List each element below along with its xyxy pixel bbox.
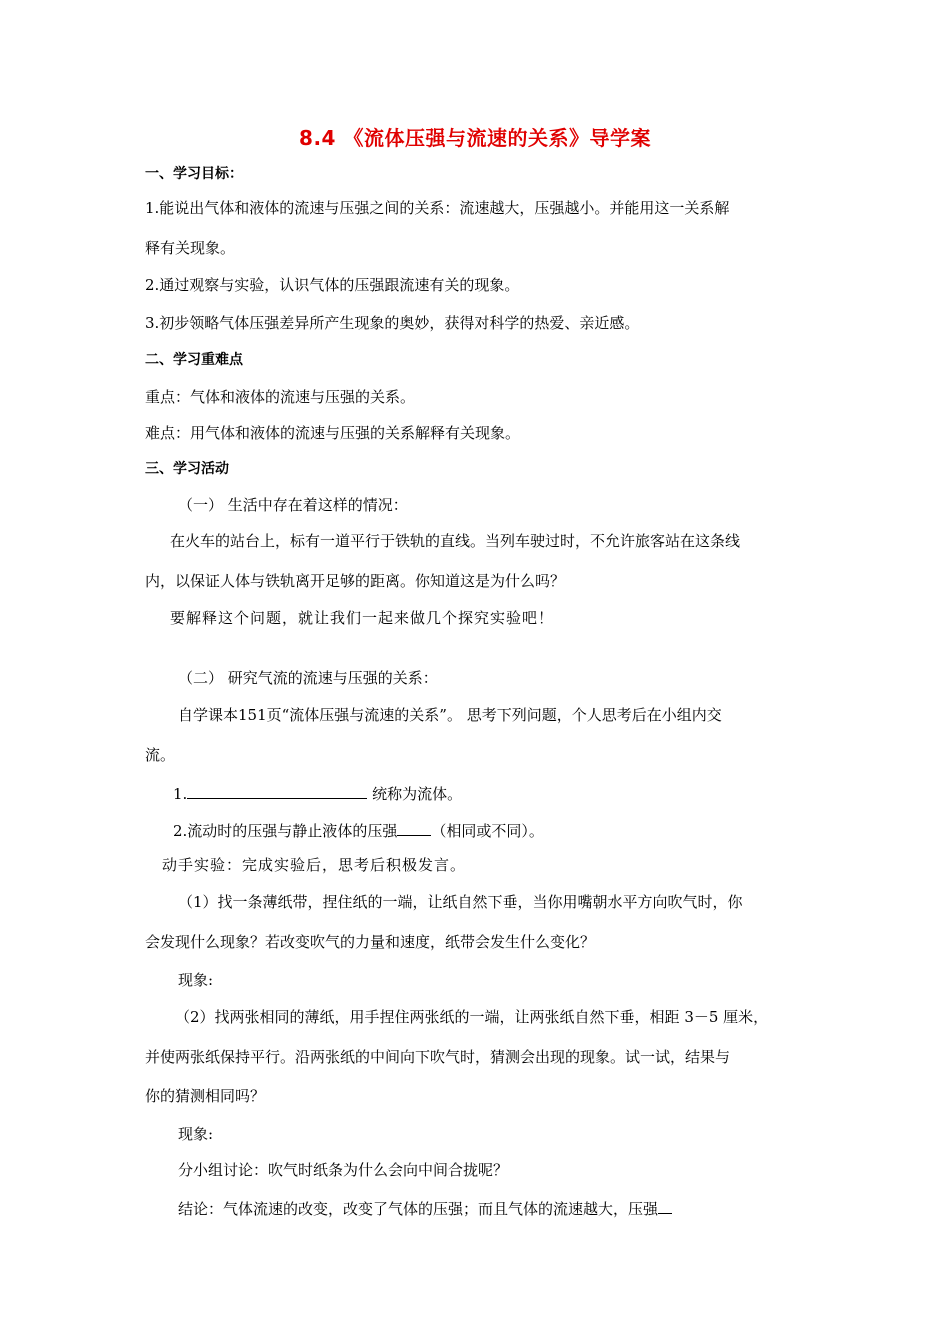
part-1-text-line-1: 在火车的站台上，标有一道平行于铁轨的直线。当列车驶过时，不允许旅客站在这条线 xyxy=(170,532,741,550)
difficult-point: 难点：用气体和液体的流速与压强的关系解释有关现象。 xyxy=(145,424,521,442)
experiment-2-line-1: （2）找两张相同的薄纸，用手捏住两张纸的一端，让两张纸自然下垂，相距 3－5 厘米， xyxy=(175,1008,769,1026)
part-2-heading: （二） 研究气流的流速与压强的关系： xyxy=(178,669,438,687)
part-1-heading: （一） 生活中存在着这样的情况： xyxy=(178,496,408,514)
group-discussion: 分小组讨论：吹气时纸条为什么会向中间合拢呢？ xyxy=(178,1161,509,1179)
question-1-text: 统称为流体。 xyxy=(367,785,463,803)
question-2-text: 2.流动时的压强与静止液体的压强 xyxy=(173,822,398,840)
conclusion xyxy=(178,1197,672,1219)
goal-3: 3.初步领略气体压强差异所产生现象的奥妙，获得对科学的热爱、亲近感。 xyxy=(145,314,640,332)
question-1-number: 1. xyxy=(173,785,188,803)
question-2-hint: （相同或不同）。 xyxy=(431,822,544,840)
question-1 xyxy=(173,782,462,804)
part-1-text-line-3: 要解释这个问题，就让我们一起来做几个探究实验吧！ xyxy=(170,609,555,627)
activity-heading: 三、学习活动 xyxy=(145,461,229,477)
experiment-1-line-2: 会发现什么现象？若改变吹气的力量和速度，纸带会发生什么变化？ xyxy=(145,933,596,951)
goal-1-line-1: 1.能说出气体和液体的流速与压强之间的关系：流速越大，压强越小。并能用这一关系解 xyxy=(145,199,730,217)
conclusion-blank[interactable] xyxy=(658,1197,672,1214)
experiment-2-line-3: 你的猜测相同吗？ xyxy=(145,1087,266,1105)
question-1-blank[interactable] xyxy=(187,782,367,799)
question-2 xyxy=(173,819,544,841)
document-title: 8.4 《流体压强与流速的关系》导学案 xyxy=(299,126,651,150)
part-2-text-line-2: 流。 xyxy=(145,746,176,764)
key-points-heading: 二、学习重难点 xyxy=(145,352,243,368)
goals-heading: 一、学习目标： xyxy=(145,166,243,182)
phenomenon-2-label: 现象: xyxy=(178,1125,214,1143)
question-2-blank[interactable] xyxy=(397,819,431,836)
phenomenon-1-label: 现象: xyxy=(178,971,214,989)
goal-1-line-2: 释有关现象。 xyxy=(145,239,236,257)
part-2-text-line-1: 自学课本151页“流体压强与流速的关系”。 思考下列问题，个人思考后在小组内交 xyxy=(178,706,722,724)
goal-2: 2.通过观察与实验，认识气体的压强跟流速有关的现象。 xyxy=(145,276,520,294)
key-point: 重点：气体和液体的流速与压强的关系。 xyxy=(145,388,416,406)
conclusion-text: 结论：气体流速的改变，改变了气体的压强；而且气体的流速越大，压强 xyxy=(178,1200,659,1218)
part-1-text-line-2: 内，以保证人体与铁轨离开足够的距离。你知道这是为什么吗？ xyxy=(145,572,566,590)
experiment-2-line-2: 并使两张纸保持平行。沿两张纸的中间向下吹气时，猜测会出现的现象。试一试，结果与 xyxy=(145,1048,731,1066)
experiment-1-line-1: （1）找一条薄纸带，捏住纸的一端，让纸自然下垂，当你用嘴朝水平方向吹气时，你 xyxy=(178,893,743,911)
experiment-intro: 动手实验：完成实验后，思考后积极发言。 xyxy=(162,856,467,874)
